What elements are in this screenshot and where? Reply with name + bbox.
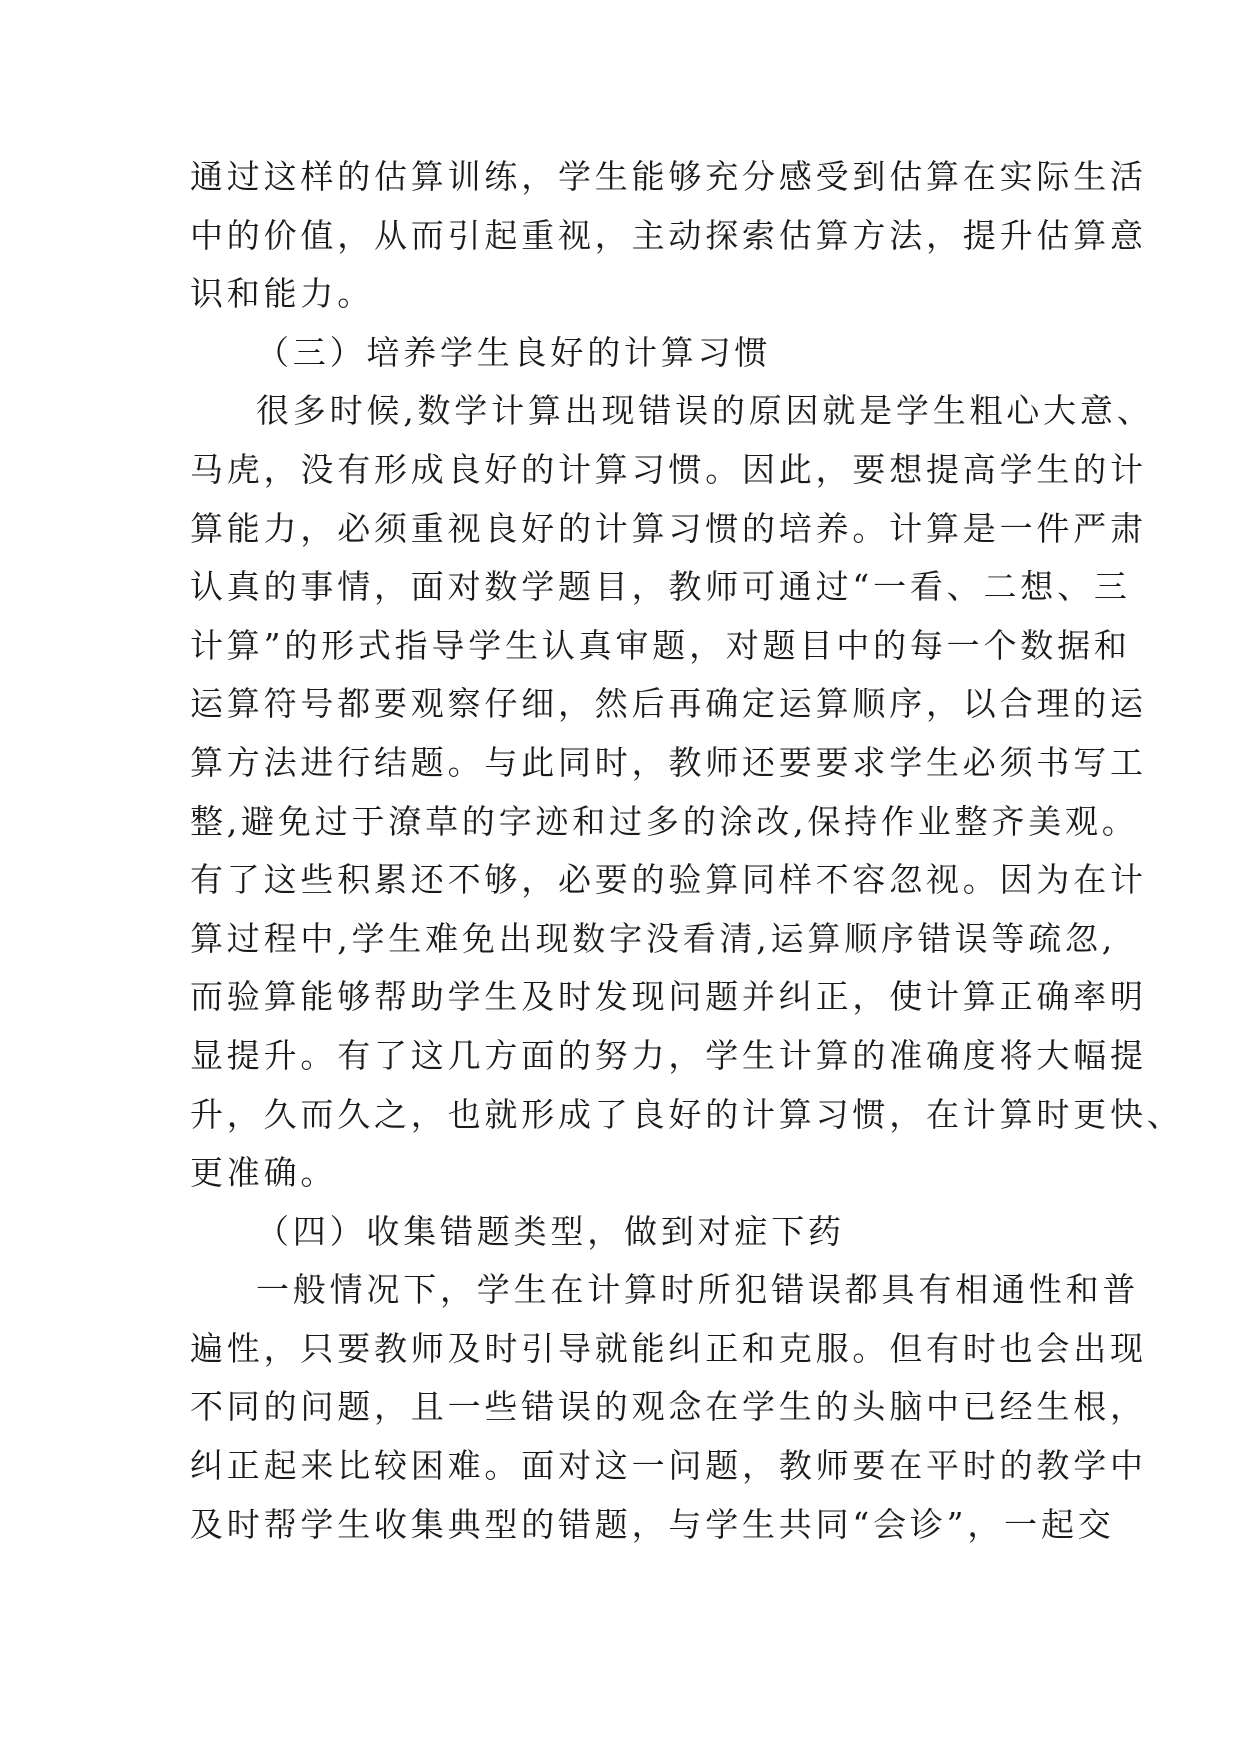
- section-heading: （三）培养学生良好的计算习惯: [256, 332, 772, 372]
- paragraph-line: 不同的问题，且一些错误的观念在学生的头脑中已经生根，: [190, 1387, 1147, 1427]
- paragraph: [190, 1261, 1147, 1554]
- document-body: [190, 148, 1184, 1554]
- paragraph-line: 识和能力。: [190, 274, 374, 314]
- paragraph-line: 一般情况下，学生在计算时所犯错误都具有相通性和普: [256, 1270, 1140, 1310]
- paragraph-line: 运算符号都要观察仔细，然后再确定运算顺序，以合理的运: [190, 684, 1147, 724]
- paragraph-line: 升，久而久之，也就形成了良好的计算习惯，在计算时更快、: [190, 1094, 1184, 1134]
- paragraph-line: 显提升。有了这几方面的努力，学生计算的准确度将大幅提: [190, 1035, 1147, 1075]
- section-heading: （四）收集错题类型，做到对症下药: [256, 1211, 845, 1251]
- paragraph: [190, 148, 1147, 324]
- paragraph-line: 及时帮学生收集典型的错题，与学生共同“会诊”，一起交: [190, 1504, 1115, 1544]
- paragraph-line: 计算”的形式指导学生认真审题，对题目中的每一个数据和: [190, 625, 1131, 665]
- paragraph-line: 而验算能够帮助学生及时发现问题并纠正，使计算正确率明: [190, 977, 1147, 1017]
- paragraph-line: 通过这样的估算训练，学生能够充分感受到估算在实际生活: [190, 157, 1147, 196]
- paragraph-line: 有了这些积累还不够，必要的验算同样不容忽视。因为在计: [190, 860, 1147, 900]
- paragraph-line: 整,避免过于潦草的字迹和过多的涂改,保持作业整齐美观。: [190, 801, 1139, 841]
- paragraph-line: 算过程中,学生难免出现数字没看清,运算顺序错误等疏忽,: [190, 918, 1117, 958]
- paragraph-line: 更准确。: [190, 1153, 338, 1193]
- paragraph-line: 认真的事情，面对数学题目，教师可通过“一看、二想、三: [190, 567, 1131, 607]
- paragraph-line: 算能力，必须重视良好的计算习惯的培养。计算是一件严肃: [190, 508, 1147, 548]
- paragraph-line: 纠正起来比较困难。面对这一问题，教师要在平时的教学中: [190, 1446, 1147, 1486]
- paragraph-line: 马虎，没有形成良好的计算习惯。因此，要想提高学生的计: [190, 449, 1147, 489]
- paragraph-line: 中的价值，从而引起重视，主动探索估算方法，提升估算意: [190, 215, 1147, 255]
- paragraph-line: 遍性，只要教师及时引导就能纠正和克服。但有时也会出现: [190, 1328, 1147, 1368]
- paragraph: [190, 382, 1184, 1202]
- paragraph-line: 算方法进行结题。与此同时，教师还要要求学生必须书写工: [190, 742, 1147, 782]
- paragraph-line: 很多时候,数学计算出现错误的原因就是学生粗心大意、: [256, 391, 1154, 431]
